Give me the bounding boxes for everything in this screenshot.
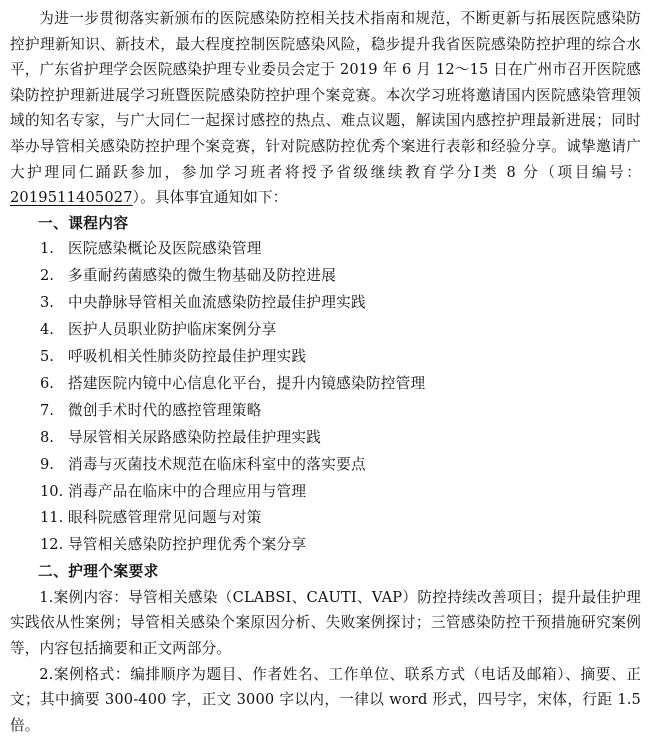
list-item-text: 医院感染概论及医院感染管理 xyxy=(68,240,262,258)
list-item xyxy=(10,344,641,371)
section-heading-case-requirements: 二、护理个案要求 xyxy=(38,563,159,581)
list-item-number: 8. xyxy=(40,428,54,446)
list-item xyxy=(10,236,641,263)
list-item-number: 6. xyxy=(40,374,54,392)
section-heading-course-content: 一、课程内容 xyxy=(38,214,129,232)
list-item-number: 5. xyxy=(40,347,54,365)
list-item xyxy=(10,317,641,344)
list-item-text: 微创手术时代的感控管理策略 xyxy=(68,401,262,419)
intro-text-part2: ）。具体事宜通知如下： xyxy=(132,189,288,207)
list-item-text: 眼科院感管理常见问题与对策 xyxy=(68,509,262,527)
list-item-number: 12. xyxy=(40,536,64,554)
list-item xyxy=(10,505,641,532)
list-item-number: 9. xyxy=(40,455,54,473)
list-item xyxy=(10,452,641,479)
list-item-number: 3. xyxy=(40,294,54,312)
list-item-number: 7. xyxy=(40,401,54,419)
list-item xyxy=(10,371,641,398)
project-code: 2019511405027 xyxy=(10,189,133,207)
list-item-text: 消毒产品在临床中的合理应用与管理 xyxy=(68,482,307,500)
list-item xyxy=(10,398,641,425)
list-item-text: 导管相关感染防控护理优秀个案分享 xyxy=(68,536,307,554)
list-item-number: 1. xyxy=(40,240,54,258)
course-list xyxy=(10,236,641,559)
list-item-number: 4. xyxy=(40,321,54,339)
list-item-text: 呼吸机相关性肺炎防控最佳护理实践 xyxy=(68,347,307,365)
list-item-text: 医护人员职业防护临床案例分享 xyxy=(68,321,277,339)
list-item xyxy=(10,290,641,317)
list-item-text: 搭建医院内镜中心信息化平台，提升内镜感染防控管理 xyxy=(68,374,426,392)
list-item-number: 10. xyxy=(40,482,64,500)
list-item-text: 中央静脉导管相关血流感染防控最佳护理实践 xyxy=(68,294,366,312)
list-item-text: 导尿管相关尿路感染防控最佳护理实践 xyxy=(68,428,322,446)
list-item-number: 2. xyxy=(40,267,54,285)
requirement-case-content: 1.案例内容：导管相关感染（CLABSI、CAUTI、VAP）防控持续改善项目；提升最佳护理实践依从性案例；导管相关感染个案原因分析、失败案例探讨；三管感染防控干预措施研究案例等，内容包括摘要和正文两部分。 xyxy=(10,588,641,657)
list-item xyxy=(10,425,641,452)
list-item-text: 多重耐药菌感染的微生物基础及防控进展 xyxy=(68,267,337,285)
intro-text-part1: 为进一步贯彻落实新颁布的医院感染防控相关技术指南和规范，不断更新与拓展医院感染防控护理新知识、新技术，最大程度控制医院感染风险，稳步提升我省医院感染防控护理的综合水平，广东省护理学会医院感染护理专业委员会定于 2019 年 6 月 12～15 日在广州市召开医院感染防控护理新进展学习班暨医院感染防控护理个案竞赛。本次学习班将邀请国内医院感染管理领域的知名专家，与广大同仁一起探讨感控的热点、难点议题，解读国内感控护理最新进展；同时举办导管相关感染防控护理个案竞赛，针对院感防控优秀个案进行表彰和经验分享。诚挚邀请广大护理同仁踊跃参加，参加学习班者将授予省级继续教育学分Ⅰ类 8 分（项目编号： xyxy=(10,10,641,181)
list-item xyxy=(10,479,641,506)
intro-paragraph xyxy=(10,6,641,211)
requirement-case-format: 2.案例格式：编排顺序为题目、作者姓名、工作单位、联系方式（电话及邮箱）、摘要、正文；其中摘要 300-400 字，正文 3000 字以内，一律以 word 形式，四号字，宋体，行距 1.5 倍。 xyxy=(10,665,641,734)
list-item xyxy=(10,263,641,290)
list-item-text: 消毒与灭菌技术规范在临床科室中的落实要点 xyxy=(68,455,366,473)
list-item xyxy=(10,532,641,559)
list-item-number: 11. xyxy=(40,509,64,527)
